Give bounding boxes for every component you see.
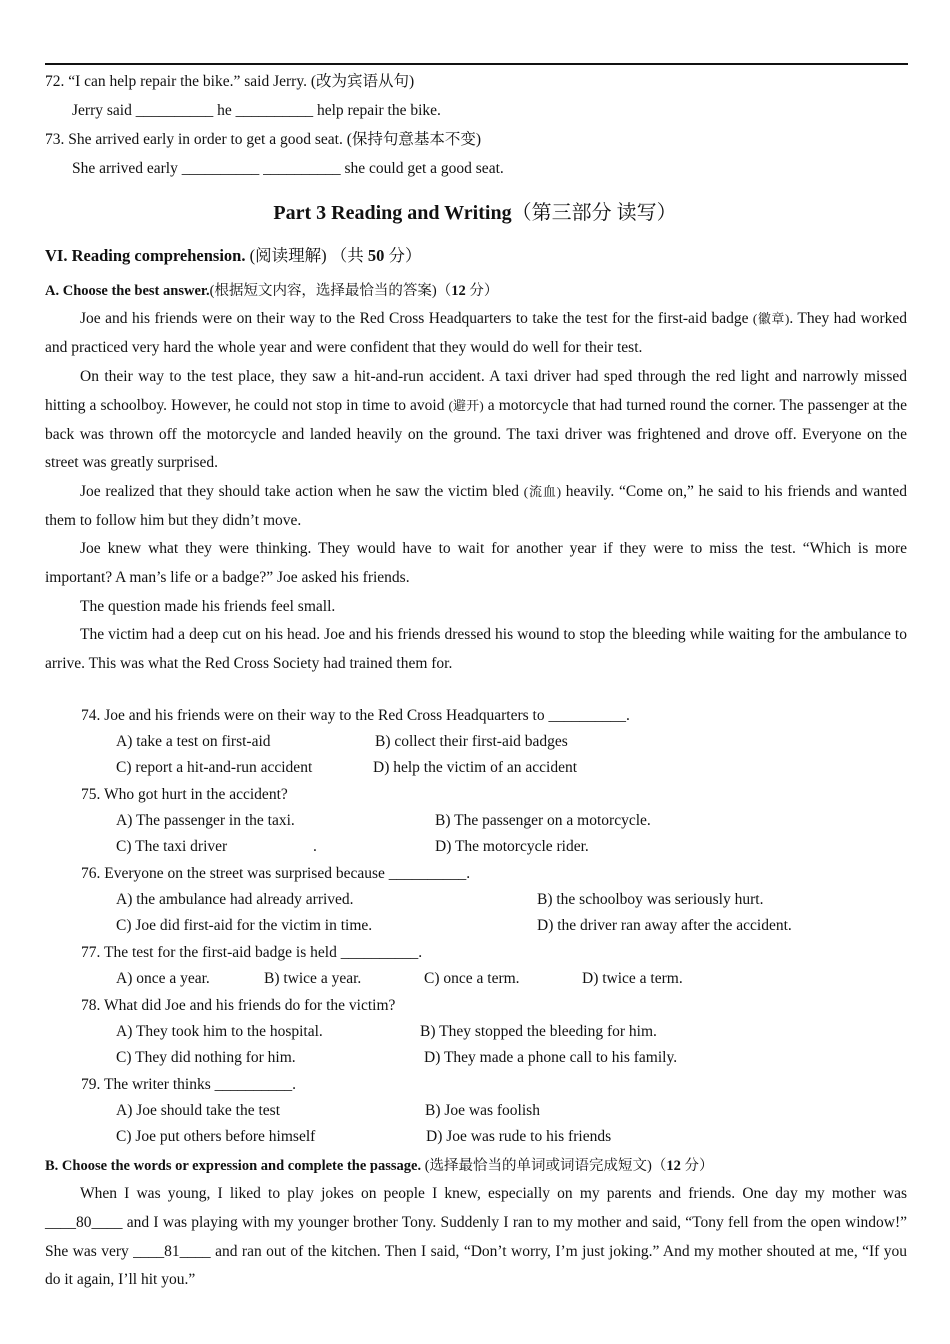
- section-a-heading-en: A. Choose the best answer.: [45, 283, 210, 299]
- part3-title-cn: （第三部分 读写）: [511, 202, 677, 224]
- question-77-option-b[interactable]: B) twice a year.: [264, 970, 362, 987]
- question-74-option-b[interactable]: B) collect their first-aid badges: [375, 733, 568, 750]
- section-6-score-num: 50: [367, 246, 385, 265]
- question-72: 72. “I can help repair the bike.” said Jerry. (改为宾语从句): [45, 73, 415, 90]
- question-78-option-c[interactable]: C) They did nothing for him.: [116, 1049, 296, 1066]
- question-76-option-b[interactable]: B) the schoolboy was seriously hurt.: [537, 891, 764, 908]
- passage-a-paragraph-2: [45, 363, 907, 478]
- section-b-heading-en: B. Choose the words or expression and complete the passage.: [45, 1158, 425, 1174]
- gloss-avoid: (避开): [448, 397, 484, 413]
- section-a-heading-cn: (根据短文内容，选择最恰当的答案): [209, 283, 437, 299]
- question-76-option-d[interactable]: D) the driver ran away after the accident.: [537, 917, 792, 934]
- question-75-option-c[interactable]: C) The taxi driver: [116, 838, 228, 855]
- section-6-heading-cn: (阅读理解): [249, 246, 327, 265]
- passage-a-p2-text-a: On their way to the test place, they saw a hit-and-run accident. A taxi driver had sped through the red light and narrowly missed hitting a schoolboy. However, he could not stop in time to avoid: [45, 368, 907, 414]
- section-b-score-post: 分）: [680, 1158, 714, 1174]
- question-77-stem: 77. The test for the first-aid badge is held __________.: [81, 944, 423, 961]
- question-75-option-b[interactable]: B) The passenger on a motorcycle.: [435, 812, 651, 829]
- gloss-badge: (徽章): [752, 311, 790, 326]
- section-a-score-post: 分）: [465, 283, 499, 299]
- passage-b-paragraph: When I was young, I liked to play jokes on people I knew, especially on my parents and friends. One day my mother was ____80____ and I was playing with my younger brother Tony. Suddenly I ran to my mother and said, “Tony fell from the open window!” She was very ____81____ and ran out of the kitchen. Then I said, “Don’t worry, I’m just joking.” And my mother shouted at me, “If you do it again, I’ll hit you.”: [45, 1185, 907, 1289]
- question-75-stray-period: .: [313, 838, 317, 855]
- part3-title-en: Part 3 Reading and Writing: [273, 202, 512, 224]
- question-77-option-d[interactable]: D) twice a term.: [582, 970, 683, 987]
- question-76-option-a[interactable]: A) the ambulance had already arrived.: [116, 891, 354, 908]
- question-75-option-a[interactable]: A) The passenger in the taxi.: [116, 812, 295, 829]
- section-a-heading: [45, 281, 498, 301]
- question-79-option-b[interactable]: B) Joe was foolish: [425, 1102, 540, 1119]
- question-78-option-b[interactable]: B) They stopped the bleeding for him.: [420, 1023, 657, 1040]
- section-6-heading-en: VI. Reading comprehension.: [45, 246, 250, 265]
- passage-a-paragraph-3: [45, 478, 907, 536]
- question-79-option-a[interactable]: A) Joe should take the test: [116, 1102, 281, 1119]
- question-78-stem: 78. What did Joe and his friends do for the victim?: [81, 997, 396, 1014]
- question-74-option-a[interactable]: A) take a test on first-aid: [116, 733, 271, 750]
- passage-a-paragraph-5: The question made his friends feel small.: [80, 598, 336, 615]
- question-79-option-c[interactable]: C) Joe put others before himself: [116, 1128, 316, 1145]
- question-77-option-c[interactable]: C) once a term.: [424, 970, 520, 987]
- section-b-score-num: 12: [666, 1158, 681, 1174]
- passage-a-p1-text-b: . They had worked and practiced very hard the whole year and were confident that they would do well for their test.: [45, 310, 907, 356]
- question-78-option-a[interactable]: A) They took him to the hospital.: [116, 1023, 323, 1040]
- passage-a-paragraph-4: Joe knew what they were thinking. They would have to wait for another year if they were to miss the test. “Which is more important? A man’s life or a badge?” Joe asked his friends.: [45, 540, 907, 586]
- section-a-score-pre: （: [436, 283, 452, 299]
- section-b-heading: [45, 1156, 713, 1176]
- question-76-stem: 76. Everyone on the street was surprised because __________.: [81, 865, 471, 882]
- passage-a-p1-text-a: Joe and his friends were on their way to the Red Cross Headquarters to take the test for the first-aid badge: [80, 310, 753, 327]
- question-74-stem: 74. Joe and his friends were on their way to the Red Cross Headquarters to __________.: [81, 707, 630, 724]
- gloss-bleed: (流血): [523, 484, 562, 499]
- question-73: 73. She arrived early in order to get a good seat. (保持句意基本不变): [45, 131, 482, 148]
- section-6-score-post: 分）: [384, 246, 422, 265]
- passage-a-p3-text-b: heavily. “Come on,” he said to his friends and wanted them to follow him but they didn’t move.: [45, 483, 907, 529]
- question-72-answer-line: Jerry said __________ he __________ help repair the bike.: [72, 102, 441, 119]
- question-73-answer-line: She arrived early __________ __________ she could get a good seat.: [72, 160, 504, 177]
- question-78-option-d[interactable]: D) They made a phone call to his family.: [424, 1049, 678, 1066]
- section-a-score-num: 12: [451, 283, 466, 299]
- passage-a-p3-text-a: Joe realized that they should take action when he saw the victim bled: [80, 483, 524, 500]
- passage-a-paragraph-6: The victim had a deep cut on his head. Joe and his friends dressed his wound to stop the bleeding while waiting for the ambulance to arrive. This was what the Red Cross Society had trained them for.: [45, 626, 907, 672]
- section-b-heading-cn: (选择最恰当的单词或词语完成短文): [424, 1158, 652, 1174]
- section-6-score-pre: （共: [326, 246, 368, 265]
- section-6-heading: [45, 245, 421, 267]
- passage-a-paragraph-1: [45, 305, 907, 363]
- question-75-option-d[interactable]: D) The motorcycle rider.: [435, 838, 589, 855]
- top-rule: [45, 63, 908, 65]
- section-b-score-pre: （: [651, 1158, 667, 1174]
- question-77-option-a[interactable]: A) once a year.: [116, 970, 210, 987]
- question-75-stem: 75. Who got hurt in the accident?: [81, 786, 288, 803]
- question-74-option-c[interactable]: C) report a hit-and-run accident: [116, 759, 313, 776]
- question-74-option-d[interactable]: D) help the victim of an accident: [373, 759, 578, 776]
- part3-title: [0, 199, 950, 227]
- passage-a-p2-text-b: a motorcycle that had turned round the corner. The passenger at the back was thrown off the motorcycle and landed heavily on the ground. The taxi driver was frightened and drove off. Everyone on the street was greatly surprised.: [45, 396, 908, 472]
- question-79-option-d[interactable]: D) Joe was rude to his friends: [426, 1128, 612, 1145]
- question-79-stem: 79. The writer thinks __________.: [81, 1076, 296, 1093]
- question-76-option-c[interactable]: C) Joe did first-aid for the victim in time.: [116, 917, 373, 934]
